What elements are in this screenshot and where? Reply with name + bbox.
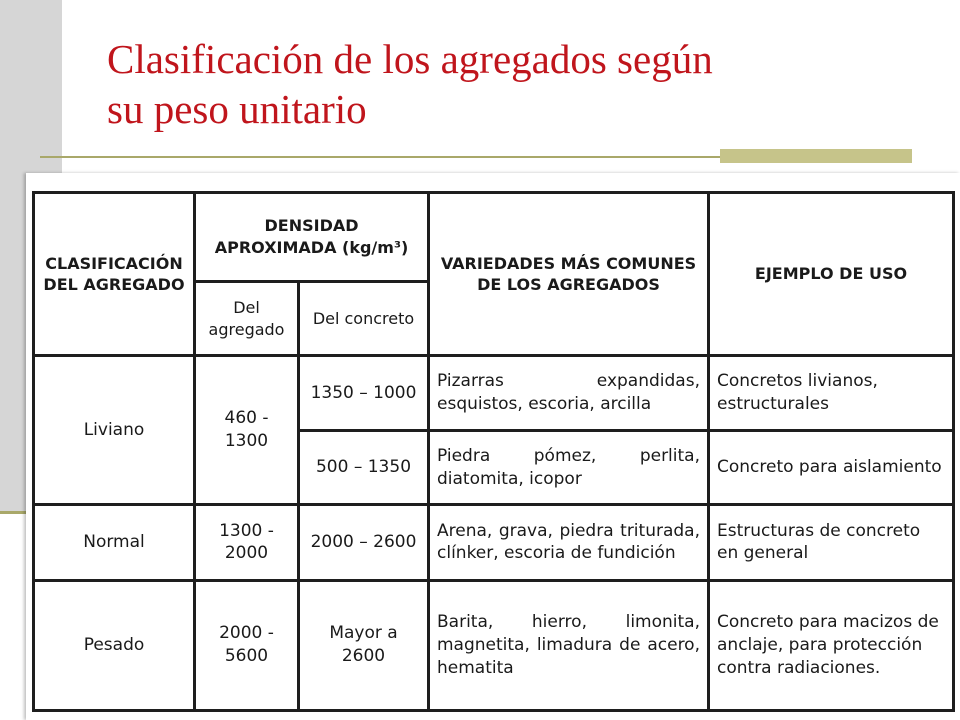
header-varieties: VARIEDADES MÁS COMUNES DE LOS AGREGADOS xyxy=(429,193,709,356)
cell-density-aggregate: 460 - 1300 xyxy=(195,356,299,505)
table-row-pesado xyxy=(34,580,954,710)
cell-use-example: Concretos livianos, estructurales xyxy=(709,356,954,430)
cell-density-concrete: 1350 – 1000 xyxy=(299,356,429,430)
cell-use-example: Concreto para aislamiento xyxy=(709,430,954,504)
cell-varieties: Barita, hierro, limonita, magnetita, limadura de acero, hematita xyxy=(429,580,709,710)
cell-classification: Liviano xyxy=(34,356,195,505)
cell-varieties: Piedra pómez, perlita, diatomita, icopor xyxy=(429,430,709,504)
header-classification: CLASIFICACIÓN DEL AGREGADO xyxy=(34,193,195,356)
cell-density-aggregate: 1300 - 2000 xyxy=(195,505,299,580)
title-divider-accent xyxy=(720,149,912,163)
header-density-aggregate: Del agregado xyxy=(195,281,299,355)
cell-use-example: Concreto para macizos de anclaje, para protección contra radiaciones. xyxy=(709,580,954,710)
header-density-concrete: Del concreto xyxy=(299,281,429,355)
table-row-liviano-1 xyxy=(34,356,954,430)
slide-title-line-1: Clasificación de los agregados según xyxy=(107,36,713,82)
header-use-example: EJEMPLO DE USO xyxy=(709,193,954,356)
header-density: DENSIDAD APROXIMADA (kg/m³) xyxy=(195,193,429,282)
classification-table-image xyxy=(26,173,960,720)
title-divider-line xyxy=(40,156,720,158)
cell-density-concrete: 2000 – 2600 xyxy=(299,505,429,580)
cell-density-concrete: Mayor a 2600 xyxy=(299,580,429,710)
cell-classification: Normal xyxy=(34,505,195,580)
cell-use-example: Estructuras de concreto en general xyxy=(709,505,954,580)
cell-classification: Pesado xyxy=(34,580,195,710)
cell-density-aggregate: 2000 - 5600 xyxy=(195,580,299,710)
slide-title-line-2: su peso unitario xyxy=(107,86,367,132)
table-row-normal xyxy=(34,505,954,580)
cell-varieties: Arena, grava, piedra triturada, clínker, escoria de fundición xyxy=(429,505,709,580)
cell-varieties: Pizarras expandidas, esquistos, escoria, arcilla xyxy=(429,356,709,430)
aggregate-classification-table xyxy=(32,191,955,712)
cell-density-concrete: 500 – 1350 xyxy=(299,430,429,504)
slide-title xyxy=(107,34,927,134)
